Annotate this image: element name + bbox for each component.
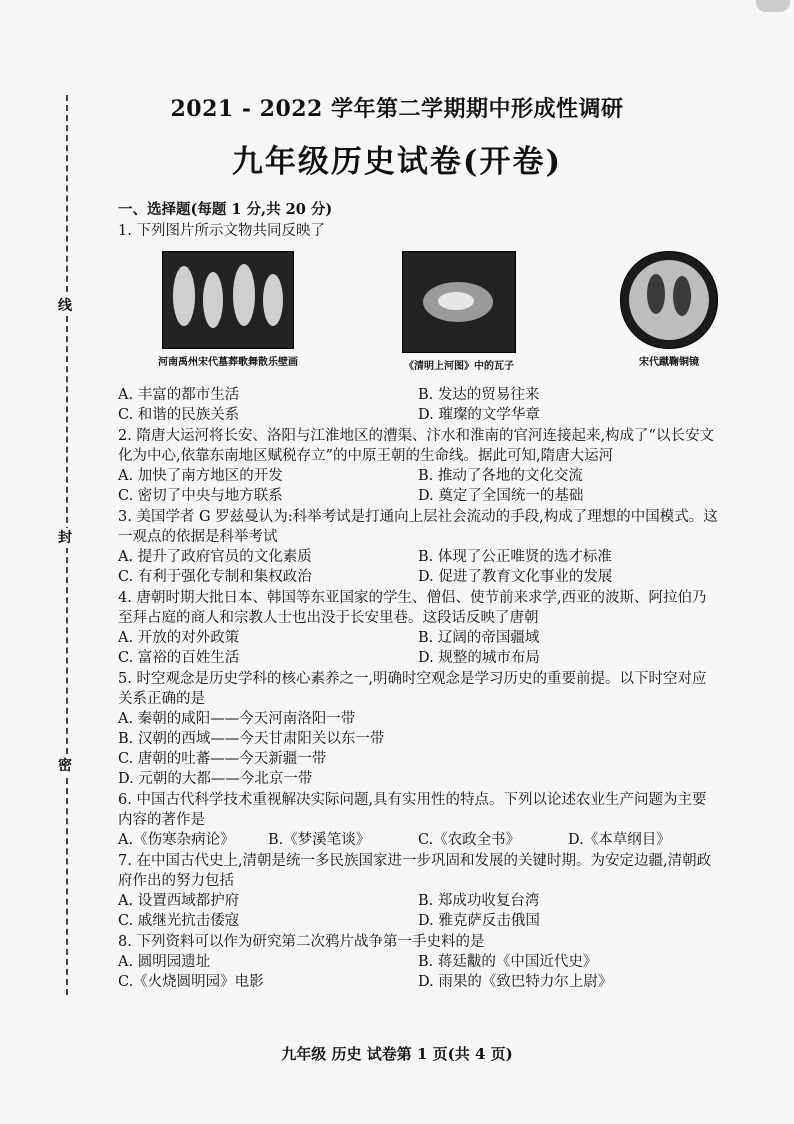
options: [118, 830, 720, 850]
option-a: A. 设置西域都护府: [118, 893, 240, 909]
option-c: C. 有利于强化专制和集权政治: [118, 569, 312, 585]
option-a: A. 开放的对外政策: [118, 630, 240, 646]
question-1: [118, 221, 720, 425]
question-4: [118, 588, 720, 668]
question-text: 7. 在中国古代史上,清朝是统一多民族国家进一步巩固和发展的关键时期。为安定边疆,清朝政府作出的努力包括: [118, 853, 712, 889]
option-a: A. 圆明园遗址: [118, 954, 211, 970]
options: [118, 466, 720, 506]
figure-caption: 宋代蹴鞠铜镜: [639, 357, 699, 368]
option-a: A. 提升了政府官员的文化素质: [118, 549, 312, 565]
option-b: B.《梦溪笔谈》: [268, 832, 371, 848]
question-1-figures: [158, 251, 718, 377]
page-footer: 九年级 历史 试卷第 1 页(共 4 页): [281, 1045, 513, 1063]
option-b: B. 发达的贸易往来: [418, 387, 540, 403]
option-a: A. 加快了南方地区的开发: [118, 468, 283, 484]
painting-photo-icon: [402, 251, 516, 353]
figure-painting: [402, 251, 516, 377]
options: [118, 891, 720, 931]
options: [118, 709, 720, 789]
figure-mirror: [620, 251, 718, 377]
scan-corner-mark: [756, 0, 790, 12]
option-c: C.《火烧圆明园》电影: [118, 974, 264, 990]
option-b: B. 汉朝的西域——今天甘肃阳关以东一带: [118, 731, 385, 747]
option-a: A. 丰富的都市生活: [118, 387, 240, 403]
exam-paper-title: 九年级历史试卷(开卷): [231, 144, 563, 180]
option-b: B. 辽阔的帝国疆域: [418, 630, 540, 646]
option-b: B. 郑成功收复台湾: [418, 893, 540, 909]
options: [118, 628, 720, 668]
question-2: [118, 426, 720, 506]
question-text: 3. 美国学者 G 罗兹曼认为:科举考试是打通向上层社会流动的手段,构成了理想的中国模式。这一观点的依据是科举考试: [118, 509, 718, 545]
figure-caption: 河南禹州宋代墓葬歌舞散乐壁画: [158, 357, 298, 368]
question-text: 2. 隋唐大运河将长安、洛阳与江淮地区的漕渠、汴水和淮南的官河连接起来,构成了“以长安文化为中心,依靠东南地区赋税存立”的中原王朝的生命线。据此可知,隋唐大运河: [118, 428, 714, 464]
question-6: [118, 790, 720, 850]
exam-content: [118, 200, 720, 992]
option-d: D. 规整的城市布局: [418, 650, 540, 666]
binding-mark-line: 线: [58, 298, 72, 314]
binding-mark-seal: 封: [58, 530, 72, 546]
section-heading: 一、选择题(每题 1 分,共 20 分): [118, 201, 333, 218]
mural-photo-icon: [162, 251, 294, 349]
option-d: D. 雅克萨反击俄国: [418, 913, 540, 929]
question-3: [118, 507, 720, 587]
option-a: A. 秦朝的咸阳——今天河南洛阳一带: [118, 711, 356, 727]
binding-mark-secret: 密: [58, 758, 72, 774]
bronze-mirror-photo-icon: [620, 251, 718, 349]
option-d: D. 奠定了全国统一的基础: [418, 488, 584, 504]
option-c: C. 戚继光抗击倭寇: [118, 913, 240, 929]
option-d: D. 元朝的大都——今北京一带: [118, 771, 313, 787]
question-text: 8. 下列资料可以作为研究第二次鸦片战争第一手史料的是: [118, 934, 485, 950]
option-c: C.《农政全书》: [418, 832, 521, 848]
option-c: C. 唐朝的吐蕃——今天新疆一带: [118, 751, 327, 767]
options: [118, 385, 720, 425]
option-d: D.《本草纲目》: [568, 832, 671, 848]
options: [118, 547, 720, 587]
question-8: [118, 932, 720, 992]
options: [118, 952, 720, 992]
question-text: 1. 下列图片所示文物共同反映了: [118, 223, 325, 239]
question-text: 6. 中国古代科学技术重视解决实际问题,具有实用性的特点。下列以论述农业生产问题为主要内容的著作是: [118, 792, 707, 828]
question-5: [118, 669, 720, 789]
option-b: B. 体现了公正唯贤的选才标准: [418, 549, 612, 565]
option-d: D. 促进了教育文化事业的发展: [418, 569, 613, 585]
question-text: 4. 唐朝时期大批日本、韩国等东亚国家的学生、僧侣、使节前来求学,西亚的波斯、阿拉伯乃至拜占庭的商人和宗教人士也出没于长安里巷。这段话反映了唐朝: [118, 590, 707, 626]
option-c: C. 密切了中央与地方联系: [118, 488, 283, 504]
figure-mural: [158, 251, 298, 377]
option-c: C. 富裕的百姓生活: [118, 650, 240, 666]
figure-caption: 《清明上河图》中的瓦子: [404, 361, 514, 372]
option-b: B. 蒋廷黻的《中国近代史》: [418, 954, 598, 970]
question-text: 5. 时空观念是历史学科的核心素养之一,明确时空观念是学习历史的重要前提。以下时空对应关系正确的是: [118, 671, 707, 707]
option-d: D. 雨果的《致巴特力尔上尉》: [418, 974, 613, 990]
question-7: [118, 851, 720, 931]
exam-term-title: 2021 - 2022 学年第二学期期中形成性调研: [170, 96, 624, 122]
option-b: B. 推动了各地的文化交流: [418, 468, 583, 484]
option-c: C. 和谐的民族关系: [118, 407, 240, 423]
option-a: A.《伤寒杂病论》: [118, 832, 235, 848]
option-d: D. 璀璨的文学华章: [418, 407, 540, 423]
